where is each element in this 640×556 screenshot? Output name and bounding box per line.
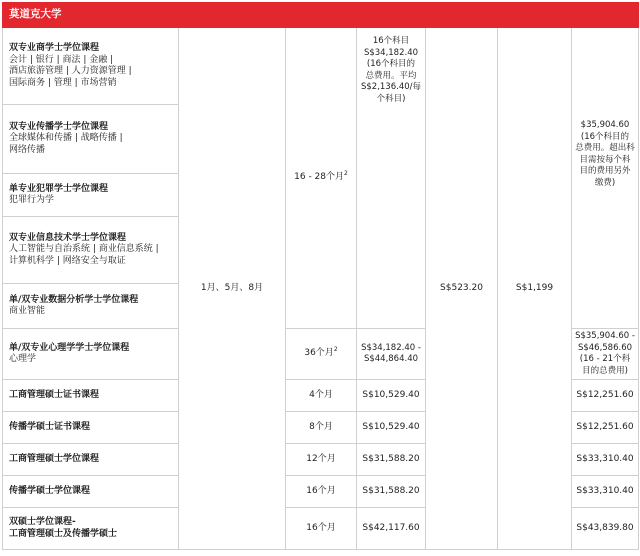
program-cell (3, 284, 179, 329)
duration-cell (286, 329, 357, 380)
fee-line: (16个科目的 (366, 59, 416, 69)
total-fee-cell: S$43,839.80 (572, 508, 639, 550)
misc-fee-cell: S$1,199 (498, 28, 572, 550)
course-fee-cell: S$42,117.60 (357, 508, 426, 550)
duration-cell: 16个月 (286, 508, 357, 550)
program-cell (3, 105, 179, 174)
total-line: 总费用。超出科 (575, 143, 635, 153)
fee-line: 16个科目 (372, 36, 410, 46)
program-cell (3, 174, 179, 217)
program-subjects: 计算机科学 | 网络安全与取证 (9, 255, 126, 266)
duration-cell: 4个月 (286, 380, 357, 412)
intake-cell: 1月、5月、8月 (179, 28, 286, 550)
total-fee-cell (572, 329, 639, 380)
course-fee-cell (357, 28, 426, 329)
total-line: (16个科目的 (580, 131, 630, 142)
program-title: 单专业犯罪学士学位课程 (9, 183, 109, 194)
program-title: 单/双专业数据分析学士学位课程 (9, 294, 139, 305)
course-fee-cell: S$10,529.40 (357, 380, 426, 412)
total-line: $35,904.60 (580, 120, 630, 130)
program-cell (3, 329, 179, 380)
program-cell (3, 444, 179, 476)
total-fee-cell: S$33,310.40 (572, 476, 639, 508)
footnote-marker: 2 (344, 170, 348, 178)
total-line: 目的总费用) (582, 365, 628, 376)
program-subjects: 网络传播 (9, 144, 46, 155)
program-cell (3, 476, 179, 508)
program-title: 工商管理硕士学位课程 (9, 453, 100, 464)
course-fee-cell: S$10,529.40 (357, 412, 426, 444)
program-subjects: 全球媒体和传播 | 战略传播 | (9, 133, 123, 144)
application-fee-cell: S$523.20 (426, 28, 498, 550)
fee-table (2, 2, 639, 550)
total-line: (16 - 21个科 (579, 354, 631, 364)
course-fee-cell: S$31,588.20 (357, 476, 426, 508)
total-line: 缴费) (594, 177, 616, 188)
fee-line: S$34,182.40 - (361, 342, 421, 353)
program-title: 双专业传播学士学位课程 (9, 121, 109, 132)
program-subjects: 犯罪行为学 (9, 195, 55, 205)
university-title: 莫道克大学 (3, 3, 639, 28)
program-subjects: 心理学 (9, 354, 37, 364)
fee-table-container (2, 2, 638, 552)
program-title: 工商管理硕士证书课程 (9, 389, 100, 400)
program-cell (3, 217, 179, 284)
course-fee-cell: S$31,588.20 (357, 444, 426, 476)
duration-text: 16 - 28个月 (294, 172, 345, 183)
footnote-marker: 2 (333, 346, 338, 354)
duration-text: 36个月 (304, 348, 334, 359)
program-title: 单/双专业心理学学士学位课程 (9, 342, 130, 353)
program-cell (3, 380, 179, 412)
program-cell (3, 28, 179, 105)
program-subjects: 国际商务 | 管理 | 市场营销 (9, 77, 117, 88)
program-subjects: 商业智能 (9, 306, 46, 316)
fee-line: 总费用。平均 (365, 70, 417, 81)
program-title: 双专业信息技术学士学位课程 (9, 232, 127, 243)
total-fee-cell (572, 28, 639, 329)
fee-line: S$2,136.40/每 (360, 82, 422, 92)
total-line: S$46,586.60 (577, 342, 633, 353)
duration-cell (286, 28, 357, 329)
total-line: 目的费用另外 (579, 166, 631, 176)
course-fee-cell (357, 329, 426, 380)
fee-line: S$34,182.40 (363, 47, 419, 58)
table-header-row (3, 3, 639, 28)
total-fee-cell: S$12,251.60 (572, 380, 639, 412)
program-title: 传播学硕士证书课程 (9, 421, 91, 432)
duration-cell: 8个月 (286, 412, 357, 444)
program-title: 传播学硕士学位课程 (9, 485, 91, 496)
program-subtitle: 工商管理硕士及传播学硕士 (9, 528, 118, 539)
fee-line: S$44,864.40 (363, 354, 419, 364)
total-line: S$35,904.60 - (575, 331, 635, 341)
table-row (3, 28, 639, 105)
program-cell (3, 508, 179, 550)
total-fee-cell: S$33,310.40 (572, 444, 639, 476)
program-subjects: 酒店旅游管理 | 人力资源管理 | (9, 66, 132, 76)
duration-cell: 12个月 (286, 444, 357, 476)
program-cell (3, 412, 179, 444)
program-title: 双硕士学位课程- (9, 517, 76, 527)
program-subjects: 会计 | 银行 | 商法 | 金融 | (9, 54, 114, 65)
fee-line: 个科目) (376, 93, 406, 104)
program-title: 双专业商学士学位课程 (9, 43, 100, 53)
program-subjects: 人工智能与自治系统 | 商业信息系统 | (9, 244, 159, 255)
total-line: 目需按每个科 (579, 154, 631, 165)
duration-cell: 16个月 (286, 476, 357, 508)
total-fee-cell: S$12,251.60 (572, 412, 639, 444)
